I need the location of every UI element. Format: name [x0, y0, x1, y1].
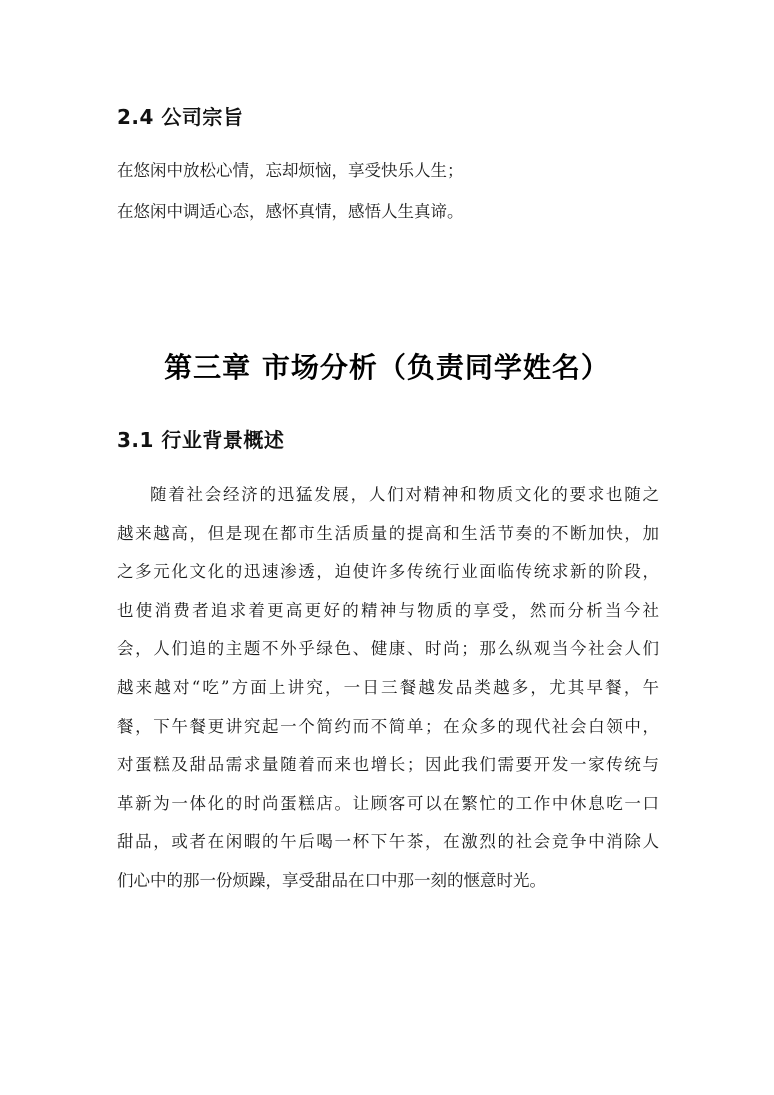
section-2-4-heading: 2.4 公司宗旨 [117, 105, 244, 129]
chapter-title: 第三章 市场分析（负责同学姓名） [164, 351, 610, 384]
paragraph-line: 餐，下午餐更讲究起一个简约而不简单；在众多的现代社会白领中， [117, 716, 659, 736]
section-3-1-heading: 3.1 行业背景概述 [117, 428, 285, 452]
paragraph-line: 会，人们追的主题不外乎绿色、健康、时尚；那么纵观当今社会人们 [117, 639, 659, 659]
paragraph-line: 越来越高，但是现在都市生活质量的提高和生活节奏的不断加快，加 [117, 523, 659, 543]
paragraph-line: 们心中的那一份烦躁，享受甜品在口中那一刻的惬意时光。 [117, 870, 546, 890]
paragraph-line: 甜品，或者在闲暇的午后喝一杯下午茶，在激烈的社会竞争中消除人 [117, 832, 659, 852]
paragraph-line: 革新为一体化的时尚蛋糕店。让顾客可以在繁忙的工作中休息吃一口 [117, 793, 659, 813]
paragraph-line: 之多元化文化的迅速渗透，迫使许多传统行业面临传统求新的阶段， [117, 562, 659, 582]
paragraph-line: 随着社会经济的迅猛发展，人们对精神和物质文化的要求也随之 [150, 485, 659, 504]
mission-line-2: 在悠闲中调适心态，感怀真情，感悟人生真谛。 [117, 202, 464, 221]
paragraph-line: 越来越对“吃”方面上讲究，一日三餐越发品类越多，尤其早餐，午 [117, 677, 659, 697]
paragraph-line: 也使消费者追求着更高更好的精神与物质的享受，然而分析当今社 [117, 600, 659, 620]
industry-background-paragraph [117, 484, 659, 909]
mission-line-1: 在悠闲中放松心情，忘却烦恼，享受快乐人生； [117, 161, 464, 180]
paragraph-line: 对蛋糕及甜品需求量随着而来也增长；因此我们需要开发一家传统与 [117, 755, 659, 775]
